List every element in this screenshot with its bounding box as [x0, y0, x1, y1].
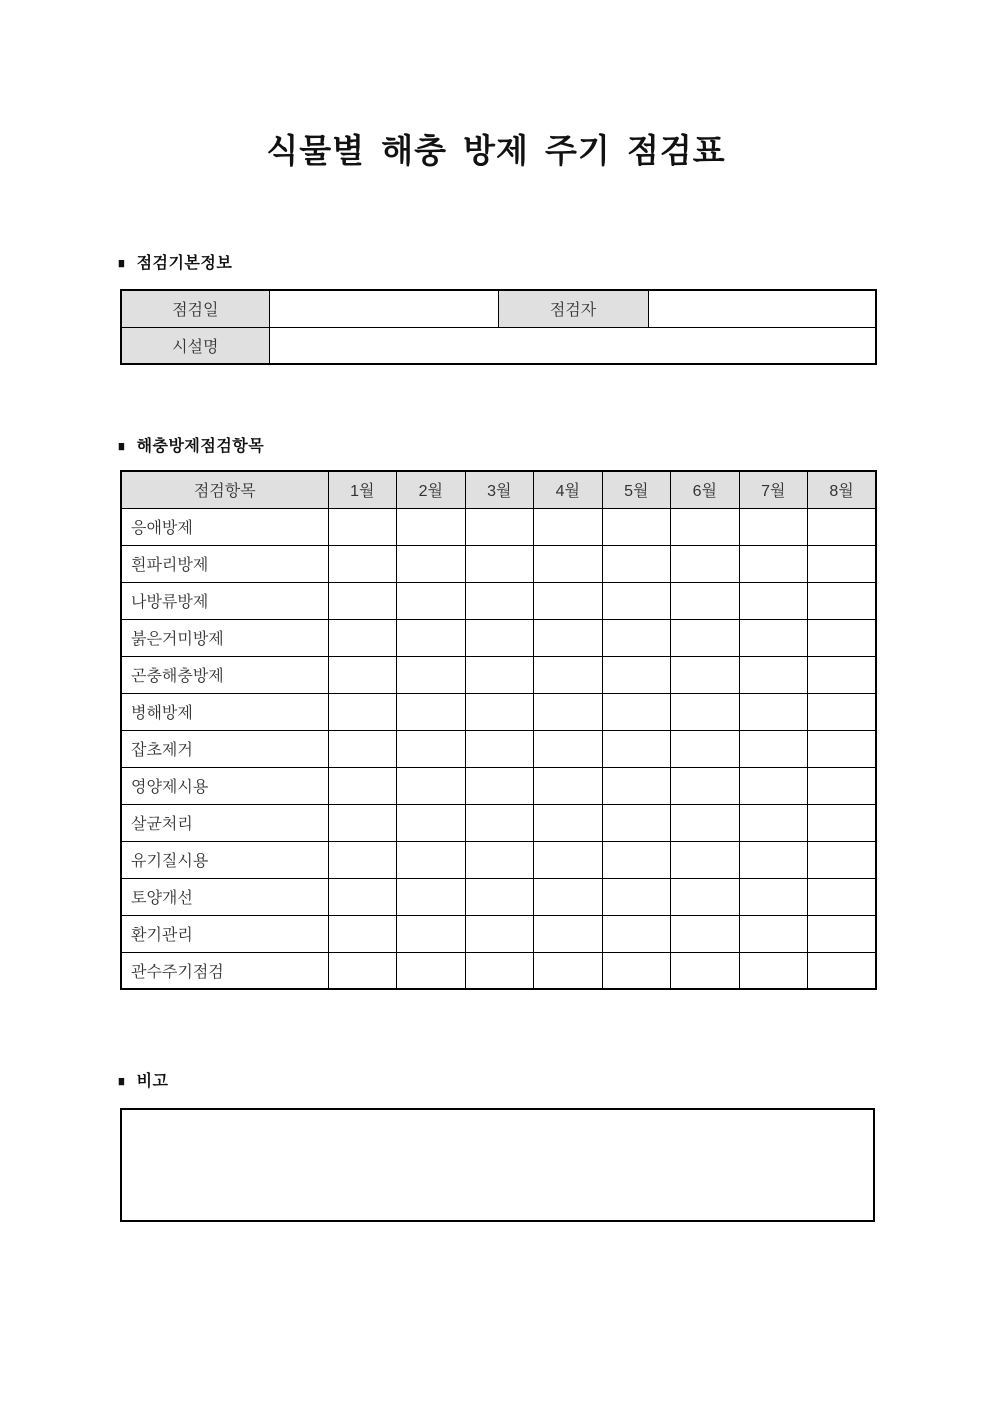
- check-cell: [397, 767, 466, 804]
- check-cell: [671, 545, 740, 582]
- check-item-row: [121, 508, 876, 545]
- check-cell: [671, 730, 740, 767]
- check-cell: [465, 656, 534, 693]
- check-cell: [739, 508, 808, 545]
- basic-info-row-2: [121, 327, 876, 364]
- check-cell: [739, 730, 808, 767]
- check-cell: [808, 545, 877, 582]
- remarks-box: [120, 1108, 875, 1222]
- check-cell: [602, 730, 671, 767]
- inspection-date-label: 점검일: [121, 290, 269, 327]
- check-cell: [397, 545, 466, 582]
- check-cell: [534, 878, 603, 915]
- check-cell: [328, 767, 397, 804]
- check-cell: [671, 841, 740, 878]
- month-header-4: 4월: [534, 471, 603, 508]
- section-heading-basic-info: [118, 255, 232, 273]
- check-cell: [739, 619, 808, 656]
- check-cell: [328, 545, 397, 582]
- inspector-value: [648, 290, 876, 327]
- check-cell: [739, 582, 808, 619]
- check-item-row: [121, 619, 876, 656]
- check-cell: [739, 952, 808, 989]
- check-cell: [328, 693, 397, 730]
- check-item-label: 영양제시용: [121, 767, 328, 804]
- check-cell: [534, 582, 603, 619]
- month-header-5: 5월: [602, 471, 671, 508]
- check-cell: [808, 656, 877, 693]
- check-cell: [534, 952, 603, 989]
- section-heading-remarks-label: 비고: [136, 1073, 169, 1090]
- section-heading-remarks: [118, 1073, 168, 1091]
- check-cell: [602, 841, 671, 878]
- check-cell: [671, 508, 740, 545]
- check-cell: [534, 841, 603, 878]
- check-cell: [534, 545, 603, 582]
- check-cell: [808, 767, 877, 804]
- check-cell: [465, 545, 534, 582]
- month-header-7: 7월: [739, 471, 808, 508]
- check-cell: [328, 915, 397, 952]
- check-cell: [602, 693, 671, 730]
- check-cell: [465, 952, 534, 989]
- check-cell: [397, 508, 466, 545]
- check-cell: [465, 878, 534, 915]
- check-cell: [465, 730, 534, 767]
- square-bullet-icon: ■: [118, 1073, 126, 1090]
- basic-info-row-1: [121, 290, 876, 327]
- check-cell: [397, 878, 466, 915]
- check-item-row: [121, 767, 876, 804]
- check-cell: [328, 804, 397, 841]
- inspection-date-value: [269, 290, 498, 327]
- check-cell: [397, 804, 466, 841]
- facility-name-value: [269, 327, 876, 364]
- check-cell: [739, 767, 808, 804]
- check-item-label: 관수주기점검: [121, 952, 328, 989]
- check-cell: [739, 545, 808, 582]
- check-cell: [328, 841, 397, 878]
- month-header-3: 3월: [465, 471, 534, 508]
- check-cell: [808, 582, 877, 619]
- check-item-label: 토양개선: [121, 878, 328, 915]
- check-cell: [397, 619, 466, 656]
- check-cell: [602, 545, 671, 582]
- check-cell: [328, 952, 397, 989]
- check-cell: [328, 508, 397, 545]
- basic-info-table: [120, 289, 877, 365]
- check-cell: [465, 841, 534, 878]
- check-cell: [671, 804, 740, 841]
- check-cell: [534, 693, 603, 730]
- month-header-8: 8월: [808, 471, 877, 508]
- check-cell: [671, 878, 740, 915]
- check-cell: [739, 804, 808, 841]
- check-cell: [397, 582, 466, 619]
- document-title: 식물별 해충 방제 주기 점검표: [266, 132, 726, 169]
- check-cell: [465, 693, 534, 730]
- check-item-row: [121, 693, 876, 730]
- section-heading-check-items-label: 해충방제점검항목: [136, 438, 265, 455]
- check-item-row: [121, 841, 876, 878]
- check-item-row: [121, 915, 876, 952]
- square-bullet-icon: ■: [118, 438, 126, 455]
- check-cell: [465, 582, 534, 619]
- check-cell: [465, 508, 534, 545]
- check-cell: [671, 619, 740, 656]
- check-cell: [671, 915, 740, 952]
- item-column-header: 점검항목: [121, 471, 328, 508]
- check-cell: [465, 767, 534, 804]
- check-cell: [534, 619, 603, 656]
- check-items-header-row: [121, 471, 876, 508]
- check-cell: [808, 878, 877, 915]
- section-heading-check-items: [118, 438, 264, 456]
- month-header-6: 6월: [671, 471, 740, 508]
- check-item-row: [121, 730, 876, 767]
- check-cell: [671, 952, 740, 989]
- check-cell: [397, 952, 466, 989]
- check-item-row: [121, 582, 876, 619]
- check-item-row: [121, 804, 876, 841]
- check-cell: [534, 508, 603, 545]
- check-items-table: [120, 470, 877, 990]
- check-cell: [602, 619, 671, 656]
- check-item-row: [121, 656, 876, 693]
- check-cell: [671, 767, 740, 804]
- check-cell: [397, 915, 466, 952]
- check-cell: [397, 841, 466, 878]
- check-cell: [739, 693, 808, 730]
- check-cell: [534, 767, 603, 804]
- check-cell: [602, 804, 671, 841]
- check-cell: [534, 730, 603, 767]
- check-cell: [671, 693, 740, 730]
- check-cell: [534, 915, 603, 952]
- check-item-label: 병해방제: [121, 693, 328, 730]
- check-item-label: 곤충해충방제: [121, 656, 328, 693]
- check-cell: [328, 878, 397, 915]
- check-item-label: 붉은거미방제: [121, 619, 328, 656]
- check-cell: [465, 804, 534, 841]
- check-items-body: [121, 508, 876, 989]
- month-header-1: 1월: [328, 471, 397, 508]
- check-item-label: 잡초제거: [121, 730, 328, 767]
- month-header-2: 2월: [397, 471, 466, 508]
- check-cell: [602, 508, 671, 545]
- check-cell: [397, 656, 466, 693]
- check-item-label: 나방류방제: [121, 582, 328, 619]
- check-cell: [465, 915, 534, 952]
- square-bullet-icon: ■: [118, 255, 126, 272]
- check-cell: [808, 952, 877, 989]
- check-cell: [739, 878, 808, 915]
- check-cell: [397, 693, 466, 730]
- check-cell: [808, 619, 877, 656]
- check-cell: [808, 693, 877, 730]
- check-cell: [808, 730, 877, 767]
- section-heading-basic-info-label: 점검기본정보: [136, 255, 233, 272]
- check-cell: [671, 656, 740, 693]
- check-cell: [808, 841, 877, 878]
- check-item-label: 흰파리방제: [121, 545, 328, 582]
- check-cell: [328, 619, 397, 656]
- check-cell: [602, 952, 671, 989]
- check-cell: [739, 915, 808, 952]
- check-cell: [808, 915, 877, 952]
- check-item-row: [121, 878, 876, 915]
- check-cell: [397, 730, 466, 767]
- check-cell: [534, 656, 603, 693]
- check-item-row: [121, 545, 876, 582]
- check-item-label: 살균처리: [121, 804, 328, 841]
- check-cell: [808, 508, 877, 545]
- check-cell: [739, 841, 808, 878]
- check-cell: [602, 656, 671, 693]
- check-cell: [328, 656, 397, 693]
- check-cell: [534, 804, 603, 841]
- inspector-label: 점검자: [498, 290, 648, 327]
- check-cell: [602, 582, 671, 619]
- check-cell: [602, 767, 671, 804]
- check-cell: [808, 804, 877, 841]
- check-item-row: [121, 952, 876, 989]
- check-item-label: 환기관리: [121, 915, 328, 952]
- facility-name-label: 시설명: [121, 327, 269, 364]
- check-cell: [671, 582, 740, 619]
- check-cell: [739, 656, 808, 693]
- check-item-label: 유기질시용: [121, 841, 328, 878]
- check-cell: [465, 619, 534, 656]
- check-cell: [602, 878, 671, 915]
- check-cell: [602, 915, 671, 952]
- check-item-label: 응애방제: [121, 508, 328, 545]
- check-cell: [328, 582, 397, 619]
- check-cell: [328, 730, 397, 767]
